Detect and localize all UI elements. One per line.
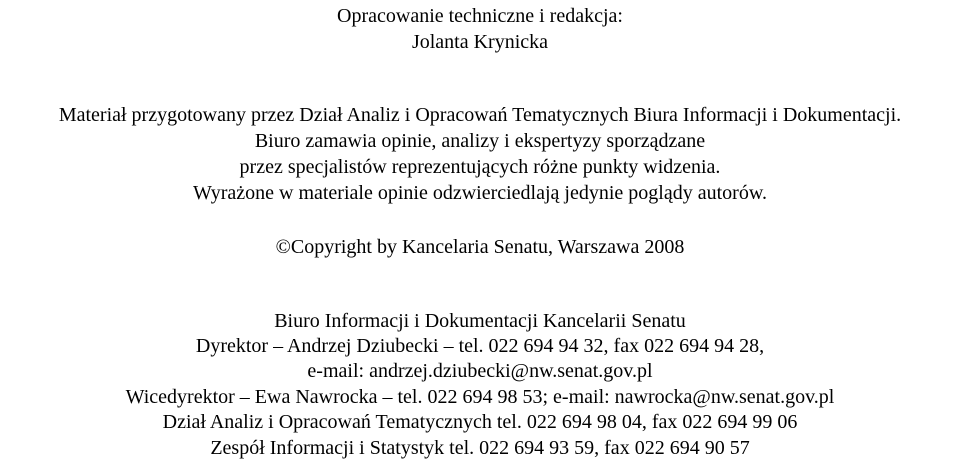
editor-heading: Opracowanie techniczne i redakcja: <box>337 5 623 27</box>
deputy-director-contact: Wicedyrektor – Ewa Nawrocka – tel. 022 694 98 53; e-mail: nawrocka@nw.senat.gov.pl <box>125 386 835 408</box>
material-origin-text: Materiał przygotowany przez Dział Analiz i Opracowań Tematycznych Biura Informacji i Dokumentacji. <box>58 104 902 126</box>
material-disclaimer: Wyrażone w materiale opinie odzwierciedlają jedynie poglądy autorów. <box>193 182 767 204</box>
office-name: Biuro Informacji i Dokumentacji Kancelarii Senatu <box>274 310 686 332</box>
editor-name: Jolanta Krynicka <box>411 31 549 53</box>
analysis-department-contact: Dział Analiz i Opracowań Tematycznych tel. 022 694 98 04, fax 022 694 99 06 <box>162 411 798 433</box>
statistics-team-contact: Zespół Informacji i Statystyk tel. 022 694 93 59, fax 022 694 90 57 <box>210 437 750 459</box>
material-note-line-1: Biuro zamawia opinie, analizy i ekspertyzy sporządzane <box>254 130 706 152</box>
material-note-line-2: przez specjalistów reprezentujących różne punkty widzenia. <box>239 156 721 178</box>
director-contact: Dyrektor – Andrzej Dziubecki – tel. 022 694 94 32, fax 022 694 94 28, <box>195 335 765 357</box>
copyright-notice: ©Copyright by Kancelaria Senatu, Warszawa 2008 <box>275 236 685 258</box>
director-email: e-mail: andrzej.dziubecki@nw.senat.gov.pl <box>307 360 653 382</box>
